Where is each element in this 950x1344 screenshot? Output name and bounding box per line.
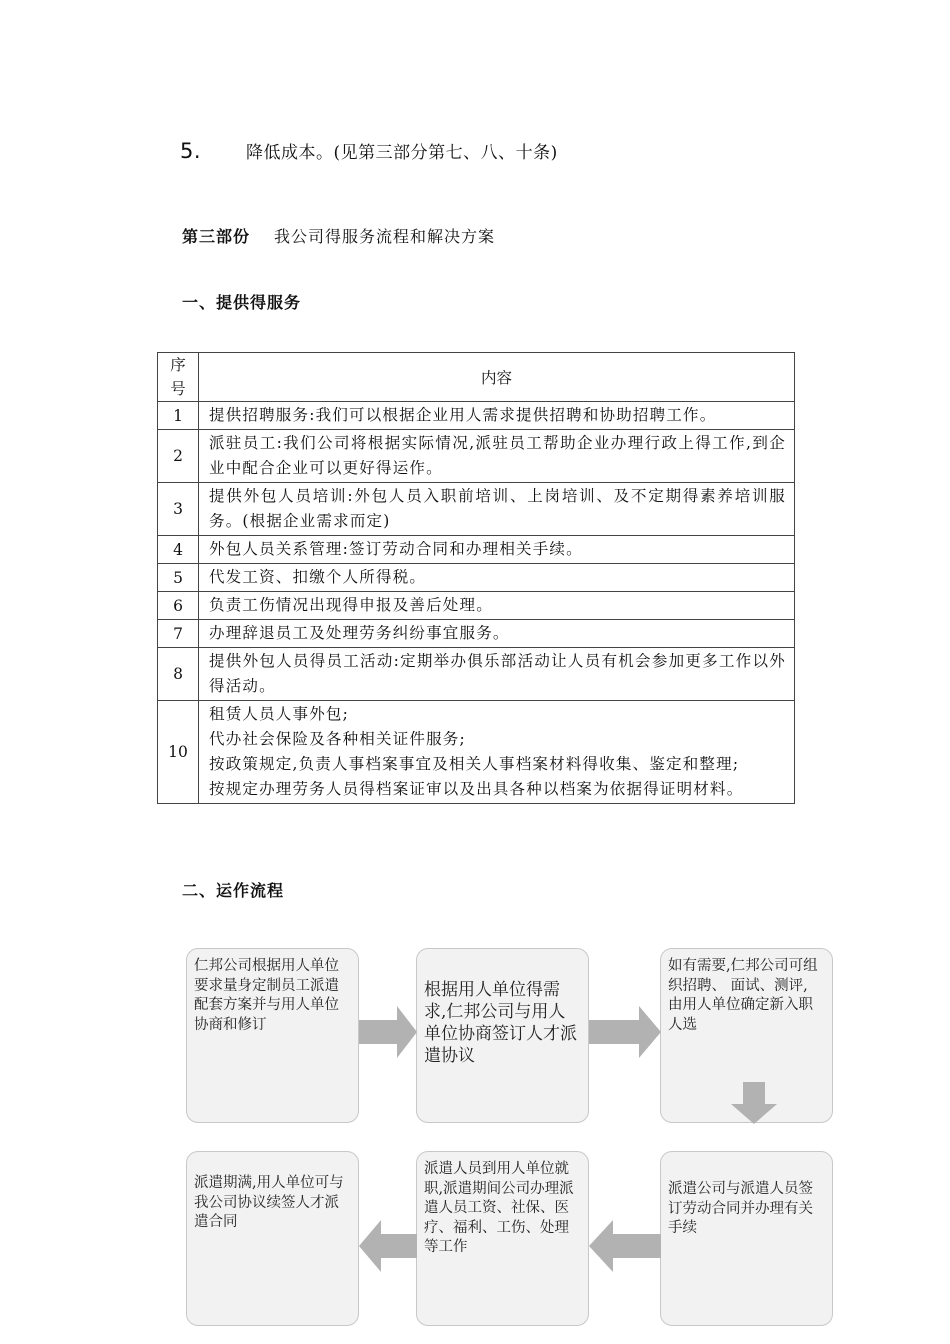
row-content [199,564,795,592]
arrow-left-icon [589,1220,661,1272]
row-content-line: 负责工伤情况出现得申报及善后处理。 [209,596,493,614]
section2-title: 二、运作流程 [182,881,285,900]
table-row [158,483,795,536]
flow-step-6: 派遣期满,用人单位可与我公司协议续签人才派遣合同 [186,1151,359,1326]
services-table [157,352,795,804]
arrow-left-icon [359,1220,417,1272]
row-number: 3 [158,483,199,536]
row-number: 1 [158,402,199,430]
row-number: 4 [158,536,199,564]
part3-heading [182,224,495,247]
row-content-line: 派驻员工:我们公司将根据实际情况,派驻员工帮助企业办理行政上得工作,到企业中配合企业可以更好得运作。 [209,434,786,477]
row-content-line: 办理辞退员工及处理劳务纠纷事宜服务。 [209,624,510,642]
row-number: 10 [158,701,199,804]
part3-label: 第三部份 [182,227,251,246]
item-5-text: 降低成本。(见第三部分第七、八、十条) [246,143,558,163]
table-row [158,592,795,620]
header-seq: 序号 [158,353,199,402]
table-row [158,430,795,483]
row-content [199,483,795,536]
table-header-row [158,353,795,402]
row-number: 8 [158,648,199,701]
arrow-down-icon [731,1082,777,1124]
table-row [158,620,795,648]
row-content-line: 提供外包人员得员工活动:定期举办俱乐部活动让人员有机会参加更多工作以外得活动。 [209,652,786,695]
table-row [158,648,795,701]
row-content-line: 外包人员关系管理:签订劳动合同和办理相关手续。 [209,540,583,558]
row-number: 2 [158,430,199,483]
row-content [199,402,795,430]
row-number: 5 [158,564,199,592]
flow-step-3: 如有需要,仁邦公司可组织招聘、 面试、测评, 由用人单位确定新入职人选 [660,948,833,1123]
flow-step-1: 仁邦公司根据用人单位要求量身定制员工派遣配套方案并与用人单位协商和修订 [186,948,359,1123]
table-row [158,536,795,564]
row-number: 7 [158,620,199,648]
item-5-number: 5. [180,139,202,163]
row-content-line: 按规定办理劳务人员得档案证审以及出具各种以档案为依据得证明材料。 [209,780,744,798]
row-content [199,592,795,620]
row-content-line: 按政策规定,负责人事档案事宜及相关人事档案材料得收集、鉴定和整理; [209,755,740,773]
row-content [199,701,795,804]
flow-step-5: 派遣人员到用人单位就职,派遣期间公司办理派遣人员工资、社保、医疗、福利、工伤、处理等工作 [416,1151,589,1326]
header-content: 内容 [199,353,795,402]
row-number: 6 [158,592,199,620]
row-content-line: 提供外包人员培训:外包人员入职前培训、上岗培训、及不定期得素养培训服务。(根据企业需求而定) [209,487,786,530]
row-content [199,648,795,701]
item-5 [180,138,558,163]
row-content [199,430,795,483]
row-content [199,536,795,564]
row-content-line: 代发工资、扣缴个人所得税。 [209,568,427,586]
part3-title: 我公司得服务流程和解决方案 [274,227,496,246]
arrow-right-icon [589,1006,661,1058]
flow-step-2: 根据用人单位得需求,仁邦公司与用人单位协商签订人才派遣协议 [416,948,589,1123]
row-content-line: 代办社会保险及各种相关证件服务; [209,730,466,748]
row-content-line: 提供招聘服务:我们可以根据企业用人需求提供招聘和协助招聘工作。 [209,406,717,424]
arrow-right-icon [359,1006,417,1058]
table-row [158,402,795,430]
section1-title: 一、提供得服务 [182,293,302,312]
table-row [158,701,795,804]
flow-step-4: 派遣公司与派遣人员签订劳动合同并办理有关手续 [660,1151,833,1326]
row-content [199,620,795,648]
table-row [158,564,795,592]
row-content-line: 租赁人员人事外包; [209,705,350,723]
